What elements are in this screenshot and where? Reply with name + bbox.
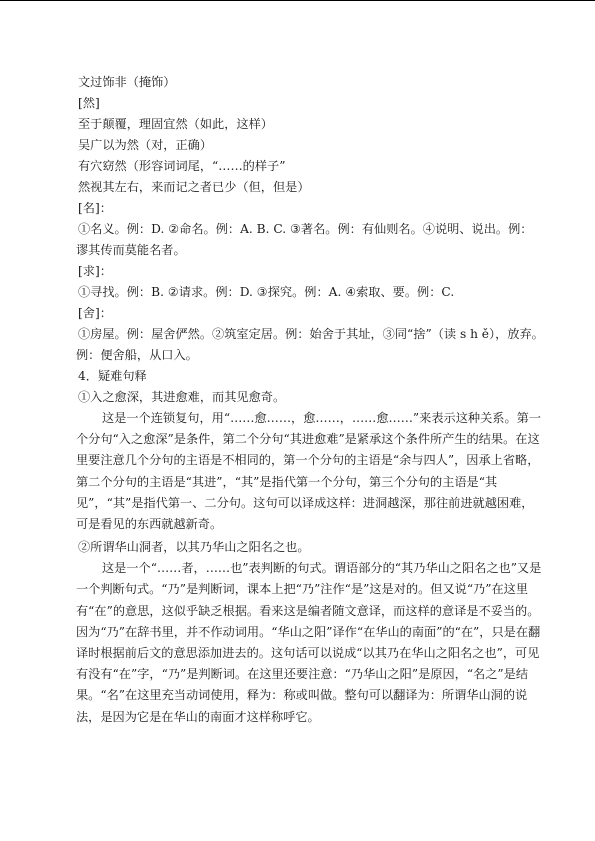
section-heading: [求]： [78, 264, 112, 278]
section-heading: [名]： [78, 201, 112, 215]
definition-line: ①名义。例：D. ②命名。例：A. B. C. ③著名。例：有仙则名。④说明、说出。例： [78, 222, 533, 236]
section-heading: [舍]： [78, 306, 112, 320]
definition-line: 例：便舍船，从口入。 [76, 348, 198, 362]
explanation-paragraph: 这是一个连锁复句，用“……愈……，愈……，……愈……”来表示这种关系。第一个分句“入之愈深”是条件，第二个分句“其进愈难”是紧承这个条件所产生的结果。在这里要注意几个分句的主语是不相同的，第一个分句的主语是“余与四人”，因承上省略，第二个分句的主语是“其进”，“其”是指代第一个分句，第三个分句的主语是“其见”，“其”是指代第一、二分句。这句可以译成这样：进洞越深，那往前进就越困难，可是看见的东西就越新奇。 [76, 411, 542, 532]
text-line: 然视其左右，来而记之者已少（但，但是） [78, 180, 310, 194]
definition-line: 谬其传而莫能名者。 [76, 243, 186, 257]
text-line: 有穴窈然（形容词词尾，“……的样子” [78, 159, 286, 173]
definition-line: ①寻找。例：B. ②请求。例：D. ③探究。例：A. ④索取、要。例：C. [78, 285, 455, 299]
section-heading: 4．疑难句释 [78, 369, 147, 383]
text-line: 吴广以为然（对，正确） [78, 138, 213, 152]
text-line: [然] [78, 96, 100, 110]
definition-line: ①房屋。例：屋舍俨然。②筑室定居。例：始舍于其址，③同“捨”（读 s h ě），放弃。 [78, 327, 544, 341]
document-body [78, 72, 544, 728]
text-line: 文过饰非（掩饰） [78, 75, 176, 89]
sentence-heading: ①入之愈深，其进愈难，而其见愈奇。 [78, 390, 286, 404]
text-line: 至于颠覆，理固宜然（如此，这样） [78, 117, 273, 131]
sentence-heading: ②所谓华山洞者，以其乃华山之阳名之也。 [78, 540, 310, 555]
top-rule [0, 0, 595, 1]
explanation-paragraph: 这是一个“……者，……也”表判断的句式。谓语部分的“其乃华山之阳名之也”又是一个判断句式。“乃”是判断词，课本上把“乃”注作“是”这是对的。但又说“乃”在这里有“在”的意思，这似乎缺乏根据。看来这是编者随文意译，而这样的意译是不妥当的。因为“乃”在辞书里，并不作动词用。“华山之阳”译作“在华山的南面”的“在”，只是在翻译时根据前后文的意思添加进去的。这句话可以说成“以其乃在华山之阳名之也”，可见有没有“在”字，“乃”是判断词。在这里还要注意：“乃华山之阳”是原因，“名之”是结果。“名”在这里充当动词使用，释为：称或叫做。整句可以翻译为：所谓华山洞的说法，是因为它是在华山的南面才这样称呼它。 [76, 561, 542, 724]
